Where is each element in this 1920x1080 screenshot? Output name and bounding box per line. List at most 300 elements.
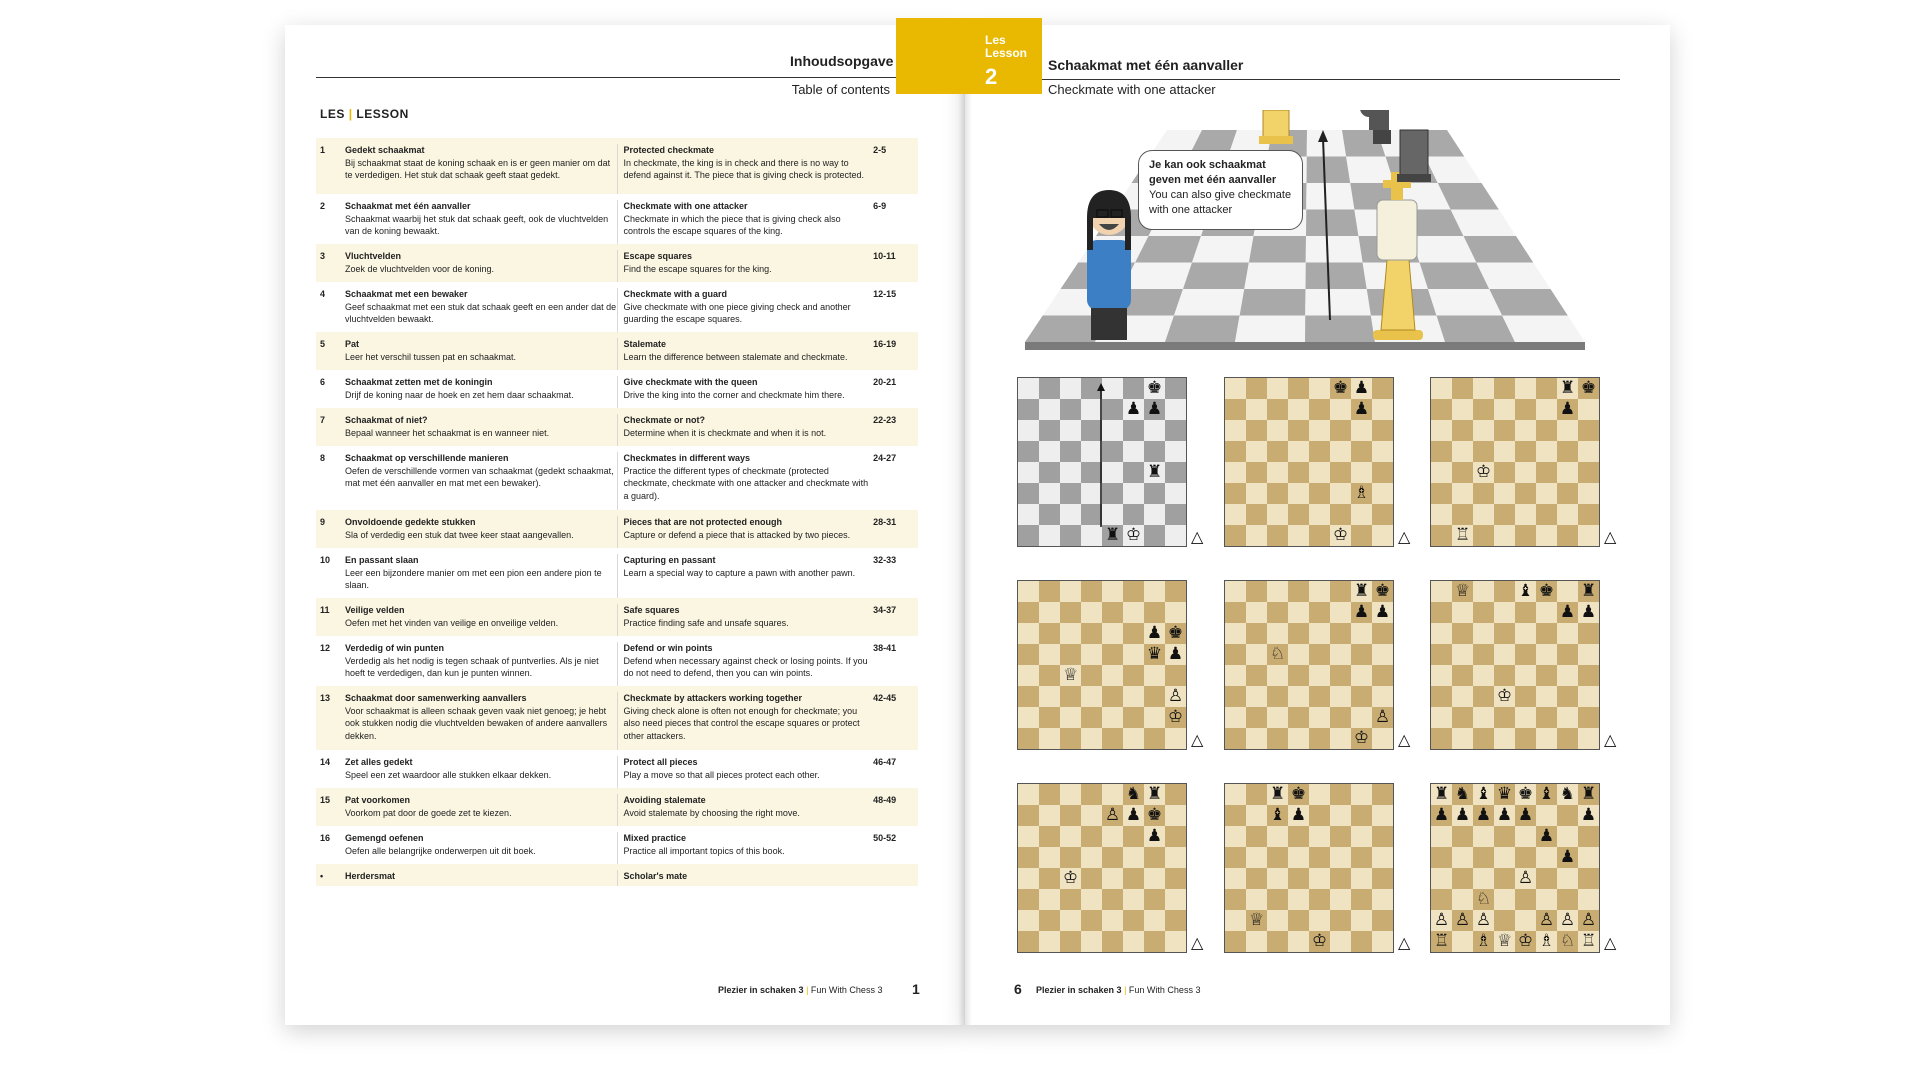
toc-page-range: 6-9 — [873, 201, 887, 211]
board-square — [1494, 483, 1515, 504]
chess-piece: ♔ — [1332, 525, 1349, 545]
toc-page-range: 20-21 — [873, 377, 897, 387]
toc-dutch-entry — [345, 870, 617, 886]
chess-piece: ♜ — [1269, 784, 1286, 804]
toc-english-title: Scholar's mate — [623, 871, 688, 881]
chess-piece: ♕ — [1248, 910, 1265, 930]
toc-english-entry — [617, 288, 874, 332]
right-footer-sep: | — [1124, 985, 1127, 995]
right-footer-en: Fun With Chess 3 — [1128, 985, 1201, 995]
chess-piece: ♝ — [1269, 805, 1286, 825]
board-square — [1225, 504, 1246, 525]
chess-piece: ♖ — [1454, 525, 1471, 545]
chess-piece: ♝ — [1475, 784, 1492, 804]
board-square — [1165, 602, 1186, 623]
toc-english-description: Giving check alone is often not enough for checkmate; you also need pieces that control the escape squares or protect other attackers. — [623, 705, 860, 741]
toc-lesson-number: 2 — [320, 201, 326, 211]
perspective-square — [1235, 316, 1305, 343]
board-square — [1246, 889, 1267, 910]
toc-lesson-number: 14 — [320, 757, 331, 767]
toc-dutch-entry — [345, 200, 617, 244]
board-square — [1494, 728, 1515, 749]
board-square — [1102, 784, 1123, 805]
chess-piece: ♚ — [1146, 805, 1163, 825]
board-square — [1557, 707, 1578, 728]
toc-dutch-title: Schaakmat met een bewaker — [344, 289, 468, 299]
toc-row — [316, 138, 918, 194]
board-square — [1039, 644, 1060, 665]
board-square — [1557, 581, 1578, 602]
board-square — [1060, 504, 1081, 525]
chess-piece: ♗ — [1538, 931, 1555, 951]
chess-piece: ♟ — [1496, 805, 1513, 825]
exercise-board — [1224, 783, 1394, 953]
board-square — [1309, 910, 1330, 931]
board-square — [1309, 826, 1330, 847]
chess-piece: ♔ — [1062, 868, 1079, 888]
toc-english-entry — [617, 200, 874, 244]
toc-dutch-title: Schaakmat of niet? — [344, 415, 428, 425]
toc-english-title: Protected checkmate — [623, 145, 715, 155]
toc-row — [316, 408, 918, 446]
chess-piece: ♜ — [1353, 581, 1370, 601]
toc-lesson-number: 16 — [320, 833, 331, 843]
board-square — [1288, 441, 1309, 462]
toc-row — [316, 446, 918, 510]
board-square — [1246, 847, 1267, 868]
toc-english-title: Defend or win points — [623, 643, 713, 653]
board-square — [1225, 910, 1246, 931]
chess-piece: ♚ — [1517, 784, 1534, 804]
triangle-symbol: △ — [1604, 935, 1617, 952]
board-square — [1330, 805, 1351, 826]
toc-page-range: 48-49 — [873, 795, 897, 805]
board-square — [1246, 644, 1267, 665]
triangle-symbol: △ — [1191, 935, 1204, 952]
board-square — [1165, 399, 1186, 420]
large-white-rook — [1259, 110, 1293, 144]
board-square — [1288, 525, 1309, 546]
board-square — [1330, 686, 1351, 707]
toc-english-description: Play a move so that all pieces protect each other. — [623, 769, 820, 780]
board-square — [1123, 889, 1144, 910]
board-square — [1039, 805, 1060, 826]
chess-piece: ♟ — [1433, 805, 1450, 825]
toc-lesson-number: • — [320, 871, 324, 881]
board-square — [1536, 805, 1557, 826]
board-square — [1267, 623, 1288, 644]
board-square — [1578, 644, 1599, 665]
board-square — [1225, 707, 1246, 728]
exercise-board — [1017, 783, 1187, 953]
toc-dutch-entry — [345, 692, 617, 750]
toc-page-range: 32-33 — [873, 555, 897, 565]
board-square — [1351, 462, 1372, 483]
toc-dutch-entry — [345, 338, 617, 370]
toc-row — [316, 636, 918, 686]
left-footer — [718, 985, 882, 995]
board-square — [1081, 889, 1102, 910]
triangle-symbol: △ — [1604, 529, 1617, 546]
board-square — [1351, 420, 1372, 441]
perspective-square — [1307, 130, 1346, 157]
chess-piece: ♕ — [1062, 665, 1079, 685]
les-label-en: LESSON — [356, 107, 409, 121]
board-square — [1309, 462, 1330, 483]
toc-dutch-title: Vluchtvelden — [344, 251, 401, 261]
board-square — [1267, 581, 1288, 602]
board-square — [1452, 483, 1473, 504]
toc-dutch-title: Schaakmat zetten met de koningin — [344, 377, 493, 387]
chess-piece: ♖ — [1580, 931, 1597, 951]
board-square — [1351, 910, 1372, 931]
board-square — [1018, 420, 1039, 441]
toc-page-range: 24-27 — [873, 453, 897, 463]
perspective-square — [1305, 289, 1371, 316]
toc-english-title: Checkmates in different ways — [623, 453, 751, 463]
board-square — [1102, 707, 1123, 728]
board-square — [1144, 910, 1165, 931]
board-square — [1330, 399, 1351, 420]
board-square — [1515, 665, 1536, 686]
lesson-tab-number: 2 — [985, 64, 998, 89]
toc-row — [316, 864, 918, 886]
board-square — [1018, 910, 1039, 931]
board-square — [1102, 462, 1123, 483]
toc-row — [316, 194, 918, 244]
board-square — [1351, 826, 1372, 847]
toc-english-description: Checkmate in which the piece that is giving check also controls the escape squares of the king. — [623, 213, 841, 236]
board-square — [1225, 868, 1246, 889]
board-square — [1081, 728, 1102, 749]
perspective-square — [1192, 236, 1254, 263]
chess-piece: ♚ — [1538, 581, 1555, 601]
board-square — [1123, 728, 1144, 749]
board-square — [1578, 483, 1599, 504]
chess-piece: ♟ — [1353, 602, 1370, 622]
chess-piece: ♙ — [1104, 805, 1121, 825]
toc-dutch-entry — [345, 554, 617, 598]
board-square — [1452, 686, 1473, 707]
board-square — [1018, 826, 1039, 847]
board-square — [1473, 826, 1494, 847]
board-square — [1060, 420, 1081, 441]
board-square — [1039, 441, 1060, 462]
board-square — [1165, 805, 1186, 826]
toc-dutch-entry — [345, 516, 617, 548]
toc-dutch-description: Oefen met het vinden van veilige en onveilige velden. — [344, 617, 559, 628]
board-square — [1018, 462, 1039, 483]
toc-lesson-number: 8 — [320, 453, 326, 463]
board-square — [1330, 483, 1351, 504]
board-square — [1246, 931, 1267, 952]
board-square — [1578, 399, 1599, 420]
toc-english-entry — [617, 692, 874, 750]
board-square — [1372, 931, 1393, 952]
toc-dutch-entry — [345, 376, 617, 408]
toc-english-description: Determine when it is checkmate and when it is not. — [623, 427, 827, 438]
exercise-board — [1017, 580, 1187, 750]
board-square — [1123, 931, 1144, 952]
board-square — [1018, 868, 1039, 889]
board-square — [1473, 868, 1494, 889]
toc-dutch-description: Verdedig als het nodig is tegen schaak of puntverlies. Als je niet hoeft te verdedigen, dan kun je punten winnen. — [344, 655, 599, 678]
board-square — [1039, 889, 1060, 910]
board-square — [1288, 686, 1309, 707]
board-square — [1536, 483, 1557, 504]
toc-lesson-number: 10 — [320, 555, 331, 565]
board-square — [1372, 686, 1393, 707]
toc-row — [316, 686, 918, 750]
book-gutter — [958, 25, 972, 1025]
chess-piece: ♟ — [1538, 826, 1555, 846]
perspective-square — [1502, 316, 1585, 343]
toc-english-entry — [617, 250, 874, 282]
toc-page-range: 34-37 — [873, 605, 897, 615]
toc-dutch-description: Schaakmat waarbij het stuk dat schaak geeft, ook de vluchtvelden van de koning bewaakt. — [344, 213, 609, 236]
chess-piece: ♞ — [1125, 784, 1142, 804]
toc-english-entry — [617, 516, 874, 548]
toc-english-description: Drive the king into the corner and checkmate him there. — [623, 389, 845, 400]
perspective-square — [1306, 183, 1354, 210]
chess-piece: ♝ — [1538, 784, 1555, 804]
triangle-symbol: △ — [1604, 732, 1617, 749]
toc-dutch-title: Schaakmat op verschillende manieren — [344, 453, 509, 463]
board-square — [1018, 378, 1039, 399]
board-square — [1515, 826, 1536, 847]
board-square — [1578, 525, 1599, 546]
perspective-square — [1489, 289, 1568, 316]
board-square — [1081, 602, 1102, 623]
board-square — [1452, 602, 1473, 623]
board-square — [1060, 462, 1081, 483]
board-square — [1165, 931, 1186, 952]
board-square — [1557, 462, 1578, 483]
chess-piece: ♟ — [1146, 623, 1163, 643]
toc-dutch-description: Zoek de vluchtvelden voor de koning. — [344, 263, 495, 274]
chess-piece: ♚ — [1146, 378, 1163, 398]
chess-piece: ♔ — [1311, 931, 1328, 951]
toc-english-title: Escape squares — [623, 251, 693, 261]
board-square — [1018, 707, 1039, 728]
board-square — [1431, 868, 1452, 889]
perspective-square — [1249, 236, 1306, 263]
board-square — [1288, 728, 1309, 749]
board-square — [1351, 707, 1372, 728]
board-square — [1225, 623, 1246, 644]
board-square — [1452, 889, 1473, 910]
chess-piece: ♟ — [1475, 805, 1492, 825]
toc-dutch-description: Bij schaakmat staat de koning schaak en is er geen manier om dat te verdedigen. Het stuk dat schaak geeft staat gedekt. — [344, 157, 611, 180]
toc-english-entry — [617, 414, 874, 446]
board-square — [1102, 910, 1123, 931]
board-square — [1309, 784, 1330, 805]
board-square — [1060, 784, 1081, 805]
toc-english-title: Stalemate — [623, 339, 667, 349]
toc-dutch-title: Verdedig of win punten — [344, 643, 444, 653]
board-square — [1372, 483, 1393, 504]
board-square — [1494, 441, 1515, 462]
board-square — [1431, 378, 1452, 399]
toc-english-description: Practice finding safe and unsafe squares. — [623, 617, 789, 628]
chess-piece: ♟ — [1353, 378, 1370, 398]
perspective-square — [1306, 263, 1367, 290]
toc-row — [316, 826, 918, 864]
toc-lesson-number: 12 — [320, 643, 331, 653]
board-square — [1578, 686, 1599, 707]
board-square — [1081, 525, 1102, 546]
toc-title: Inhoudsopgave — [790, 53, 894, 69]
board-square — [1288, 847, 1309, 868]
chess-piece: ♟ — [1559, 847, 1576, 867]
toc-lesson-number: 13 — [320, 693, 331, 703]
board-square — [1288, 889, 1309, 910]
chess-piece: ♘ — [1475, 889, 1492, 909]
board-square — [1330, 728, 1351, 749]
board-square — [1309, 707, 1330, 728]
chess-piece: ♟ — [1580, 602, 1597, 622]
toc-dutch-entry — [345, 414, 617, 446]
toc-dutch-description: Sla of verdedig een stuk dat twee keer staat aangevallen. — [344, 529, 574, 540]
board-square — [1288, 483, 1309, 504]
toc-dutch-title: Pat voorkomen — [344, 795, 410, 805]
toc-dutch-description: Voor schaakmat is alleen schaak geven vaak niet genoeg; je hebt ook stukken nodig die vluchtvelden bewaken of andere aanvallers dekken. — [344, 705, 608, 741]
toc-english-entry — [617, 832, 874, 864]
board-square — [1123, 441, 1144, 462]
perspective-square — [1174, 289, 1244, 316]
chess-piece: ♙ — [1374, 707, 1391, 727]
board-square — [1452, 728, 1473, 749]
toc-english-description: Give checkmate with one piece giving check and another guarding the escape squares. — [623, 301, 851, 324]
board-square — [1372, 399, 1393, 420]
board-square — [1452, 399, 1473, 420]
board-square — [1515, 378, 1536, 399]
board-square — [1267, 665, 1288, 686]
board-square — [1246, 686, 1267, 707]
toc-page-range: 12-15 — [873, 289, 897, 299]
toc-table — [316, 138, 918, 886]
board-square — [1165, 728, 1186, 749]
board-square — [1123, 483, 1144, 504]
board-square — [1225, 420, 1246, 441]
toc-dutch-title: Onvoldoende gedekte stukken — [344, 517, 476, 527]
board-square — [1039, 602, 1060, 623]
chess-piece: ♜ — [1146, 784, 1163, 804]
board-square — [1473, 420, 1494, 441]
board-square — [1473, 665, 1494, 686]
lesson-title: Schaakmat met één aanvaller — [1048, 57, 1244, 73]
board-square — [1494, 525, 1515, 546]
board-square — [1330, 644, 1351, 665]
toc-english-entry — [617, 870, 874, 886]
teacher-figure — [1087, 190, 1131, 340]
board-square — [1473, 623, 1494, 644]
left-header-rule — [316, 77, 896, 78]
board-square — [1225, 462, 1246, 483]
board-square — [1039, 931, 1060, 952]
toc-english-entry — [617, 794, 874, 826]
board-square — [1494, 644, 1515, 665]
chess-piece: ♔ — [1517, 931, 1534, 951]
chess-piece: ♜ — [1580, 581, 1597, 601]
triangle-symbol: △ — [1398, 935, 1411, 952]
board-square — [1330, 441, 1351, 462]
toc-english-description: Find the escape squares for the king. — [623, 263, 772, 274]
board-square — [1102, 826, 1123, 847]
chess-piece: ♘ — [1269, 644, 1286, 664]
board-square — [1060, 707, 1081, 728]
board-edge — [1025, 342, 1585, 350]
board-square — [1536, 847, 1557, 868]
board-square — [1515, 504, 1536, 525]
board-square — [1123, 686, 1144, 707]
perspective-square — [1244, 263, 1306, 290]
toc-row — [316, 244, 918, 282]
chess-piece: ♝ — [1517, 581, 1534, 601]
tab-les-nl: Les — [985, 33, 1006, 47]
perspective-square — [1307, 157, 1351, 184]
chess-piece: ♕ — [1496, 931, 1513, 951]
les-label-sep: | — [348, 107, 353, 121]
chess-piece: ♔ — [1475, 462, 1492, 482]
chess-piece: ♙ — [1167, 686, 1184, 706]
board-square — [1039, 728, 1060, 749]
board-square — [1372, 644, 1393, 665]
board-square — [1288, 931, 1309, 952]
toc-dutch-title: Gemengd oefenen — [344, 833, 424, 843]
chess-piece: ♟ — [1559, 399, 1576, 419]
board-square — [1536, 525, 1557, 546]
chess-piece: ♟ — [1167, 644, 1184, 664]
toc-row — [316, 750, 918, 788]
toc-dutch-description: Voorkom pat door de goede zet te kiezen. — [344, 807, 512, 818]
chess-piece: ♗ — [1353, 483, 1370, 503]
perspective-square — [1305, 316, 1375, 343]
chess-piece: ♚ — [1167, 623, 1184, 643]
board-square — [1473, 504, 1494, 525]
perspective-square — [1428, 289, 1502, 316]
board-square — [1081, 931, 1102, 952]
board-square — [1039, 847, 1060, 868]
toc-page-range: 46-47 — [873, 757, 897, 767]
board-square — [1309, 504, 1330, 525]
black-rook-figure — [1397, 130, 1431, 182]
chess-piece: ♚ — [1374, 581, 1391, 601]
board-square — [1431, 581, 1452, 602]
board-square — [1081, 847, 1102, 868]
board-square — [1267, 826, 1288, 847]
board-square — [1557, 826, 1578, 847]
toc-english-title: Capturing en passant — [623, 555, 716, 565]
board-square — [1165, 525, 1186, 546]
board-square — [1018, 784, 1039, 805]
lesson-subtitle: Checkmate with one attacker — [1048, 82, 1216, 97]
toc-row — [316, 510, 918, 548]
toc-dutch-description: Oefen alle belangrijke onderwerpen uit dit boek. — [344, 845, 536, 856]
toc-dutch-entry — [345, 756, 617, 788]
board-square — [1102, 665, 1123, 686]
board-square — [1267, 378, 1288, 399]
toc-dutch-title: En passant slaan — [344, 555, 419, 565]
board-square — [1039, 399, 1060, 420]
chess-piece: ♙ — [1517, 868, 1534, 888]
board-square — [1144, 420, 1165, 441]
board-square — [1330, 602, 1351, 623]
left-footer-sep: | — [806, 985, 809, 995]
toc-dutch-entry — [345, 642, 617, 686]
left-footer-en: Fun With Chess 3 — [810, 985, 883, 995]
board-square — [1102, 868, 1123, 889]
